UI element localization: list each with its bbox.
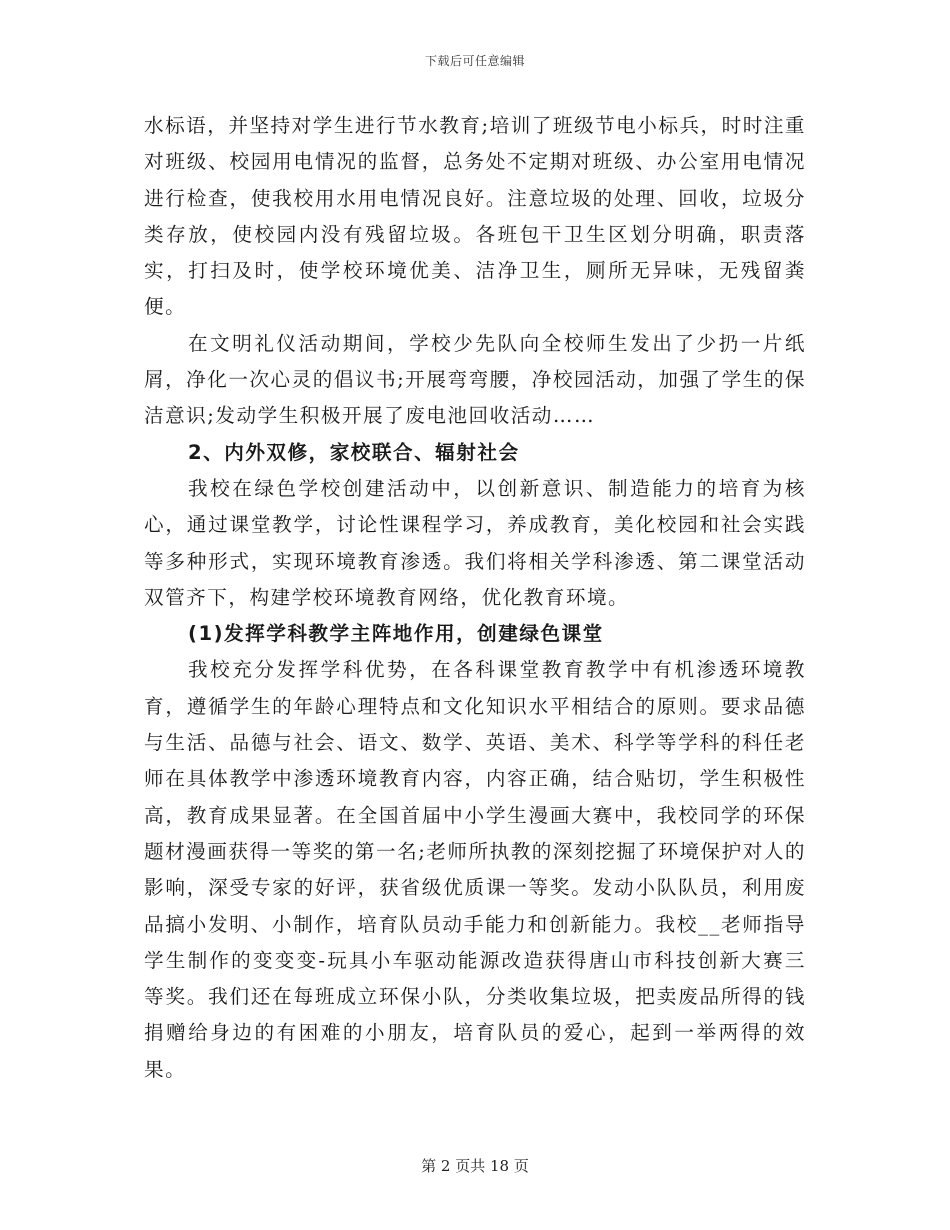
paragraph-etiquette-activity: 在文明礼仪活动期间，学校少先队向全校师生发出了少扔一片纸屑，净化一次心灵的倡议书;开展弯弯腰，净校园活动，加强了学生的保洁意识;发动学生积极开展了废电池回收活动…… — [144, 331, 807, 428]
page-header: 下载后可任意编辑 — [424, 54, 525, 68]
document-body — [144, 108, 806, 1088]
page-footer: 第 2 页共 18 页 — [421, 1157, 529, 1175]
paragraph-water-electricity: 水标语，并坚持对学生进行节水教育;培训了班级节电小标兵，时时注重对班级、校园用电情况的监督，总务处不定期对班级、办公室用电情况进行检查，使我校用水用电情况良好。注意垃圾的处理、回收，垃圾分类存放，使校园内没有残留垃圾。各班包干卫生区划分明确，职责落实，打扫及时，使学校环境优美、洁净卫生，厕所无异味，无残留粪便。 — [144, 114, 807, 319]
paragraph-green-school: 我校在绿色学校创建活动中，以创新意识、制造能力的培育为核心，通过课堂教学，讨论性课程学习，养成教育，美化校园和社会实践等多种形式，实现环境教育渗透。我们将相关学科渗透、第二课堂活动双管齐下，构建学校环境教育网络，优化教育环境。 — [144, 476, 806, 609]
subsection-heading-green-classroom: (1)发挥学科教学主阵地作用，创建绿色课堂 — [188, 622, 604, 646]
paragraph-subject-advantages: 我校充分发挥学科优势，在各科课堂教育教学中有机渗透环境教育，遵循学生的年龄心理特点和文化知识水平相结合的原则。要求品德与生活、品德与社会、语文、数学、英语、美术、科学等学科的科任老师在具体教学中渗透环境教育内容，内容正确，结合贴切，学生积极性高，教育成果显著。在全国首届中小学生漫画大赛中，我校同学的环保题材漫画获得一等奖的第一名;老师所执教的深刻挖掘了环境保护对人的影响，深受专家的好评，获省级优质课一等奖。发动小队队员，利用废品搞小发明、小制作，培育队员动手能力和创新能力。我校__老师指导学生制作的变变变-玩具小车驱动能源改造获得唐山市科技创新大赛三等奖。我们还在每班成立环保小队，分类收集垃圾，把卖废品所得的钱捐赠给身边的有困难的小朋友，培育队员的爱心，起到一举两得的效果。 — [144, 658, 807, 1081]
section-heading-home-school: 2、内外双修，家校联合、辐射社会 — [188, 440, 520, 464]
